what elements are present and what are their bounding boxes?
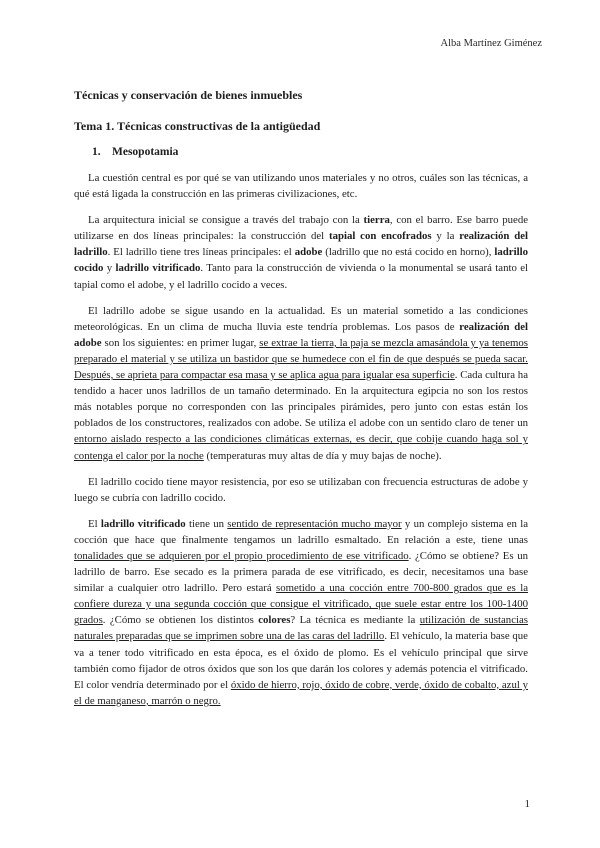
underlined-text: sentido de representación mucho mayor: [227, 517, 402, 530]
text-run: . Cada cultura ha tendido a hacer unos ladrillos de un tamaño determinado. En la arquitectura egipcia no son los restos más notables porque no corresponden con las principales pirámides, pero junto con estas están los poblados de los constructores, realizados con adobe. Se utiliza el adobe con un sentido claro de tener un: [74, 369, 528, 430]
paragraph: [74, 170, 528, 202]
page-number: 1: [524, 798, 530, 810]
underlined-text: se extrae la tierra, la paja se mezcla amasándola y ya tenemos preparado el material y se utiliza un bastidor que se humedece con el fin de que después se pueda sacar. Después, se aprieta para compactar esa masa y se aplica agua para igualar esa superficie: [74, 336, 528, 382]
text-run: (ladrillo que no está cocido en horno),: [322, 246, 495, 259]
paragraph: [74, 516, 528, 709]
text-run: . El vehículo, la materia base que va a tener todo vitrificado en esta época, es el óxido de plomo. Es el vehículo principal que sirve también como fijador de otros óxidos que son los que darán los colores y además potencia el vitrificado. El color vendría determinado por el: [74, 630, 528, 691]
text-run: El ladrillo adobe se sigue usando en la actualidad. Es un material sometido a las condiciones meteorológicas. En un clima de mucha lluvia este tendría problemas. Los pasos de: [74, 304, 528, 333]
bold-term: tapial con encofrados: [328, 230, 432, 243]
text-run: , con el barro. Ese barro puede utilizarse en dos líneas principales: la construcción del: [74, 214, 529, 243]
section-title: Mesopotamia: [112, 146, 179, 158]
text-run: El: [88, 517, 101, 530]
text-run: y un complejo sistema en la cocción que hace que finalmente tengamos un ladrillo esmaltado. En relación a este, tiene unas: [74, 517, 528, 546]
paragraph: [74, 212, 528, 292]
underlined-text: utilización de sustancias naturales preparadas que se imprimen sobre una de las caras del ladrillo: [74, 614, 528, 643]
text-run: . El ladrillo tiene tres líneas principales: el: [107, 246, 295, 259]
underlined-text: óxido de hierro, rojo, óxido de cobre, verde, óxido de cobalto, azul y el de manganeso, marrón o negro.: [74, 678, 528, 707]
text-run: son los siguientes: en primer lugar,: [101, 336, 260, 349]
bold-term: colores: [258, 614, 291, 627]
bold-term: ladrillo vitrificado: [115, 262, 201, 275]
bold-term: realización del adobe: [74, 320, 528, 349]
page-content: [74, 88, 528, 719]
body-paragraphs: [74, 170, 528, 709]
document-title: Técnicas y conservación de bienes inmuebles: [74, 88, 303, 102]
text-run: La cuestión central es por qué se van utilizando unos materiales y no otros, cuáles son las técnicas, a qué está ligada la construcción en las primeras civilizaciones, etc.: [74, 172, 528, 201]
header-author: Alba Martínez Giménez: [440, 38, 542, 49]
bold-term: ladrillo vitrificado: [100, 517, 186, 530]
text-run: El ladrillo cocido tiene mayor resistencia, por eso se utilizaban con frecuencia estructuras de adobe y luego se cubría con ladrillo cocido.: [74, 475, 528, 504]
bold-term: tierra: [363, 214, 390, 227]
bold-term: ladrillo cocido: [74, 246, 528, 275]
topic-title: Tema 1. Técnicas constructivas de la antigüedad: [74, 119, 321, 133]
paragraph: [74, 303, 528, 464]
underlined-text: entorno aislado respecto a las condiciones climáticas externas, es decir, que cobije cuando haga sol y contenga el calor por la noche: [74, 433, 528, 462]
text-run: y: [103, 262, 116, 275]
text-run: (temperaturas muy altas de día y muy bajas de noche).: [203, 449, 442, 462]
section-heading: [92, 146, 528, 158]
text-run: . ¿Cómo se obtiene? Es un ladrillo de barro. Ese secado es la primera parada de ese vitrificado, es decir, necesitamos una base similar a cualquier otro ladrillo. Pero estará: [74, 549, 529, 595]
text-run: . Tanto para la construcción de vivienda o la monumental se usará tanto el tapial como el adobe, y el ladrillo cocido a veces.: [74, 262, 529, 291]
text-run: tiene un: [185, 517, 228, 530]
text-run: y la: [431, 230, 460, 243]
underlined-text: tonalidades que se adquieren por el propio procedimiento de ese vitrificado: [74, 549, 409, 562]
text-run: . ¿Cómo se obtienen los distintos: [102, 614, 259, 627]
section-number: 1.: [92, 146, 101, 158]
text-run: La arquitectura inicial se consigue a través del trabajo con la: [88, 214, 364, 227]
bold-term: adobe: [294, 246, 323, 259]
text-run: ? La técnica es mediante la: [290, 614, 420, 627]
paragraph: [74, 474, 528, 506]
underlined-text: sometido a una cocción entre 700-800 grados que es la confiere dureza y una segunda cocción que consigue el vitrificado, que suele estar entre los 100-1400 grados: [74, 582, 528, 627]
bold-term: realización del ladrillo: [74, 230, 529, 259]
